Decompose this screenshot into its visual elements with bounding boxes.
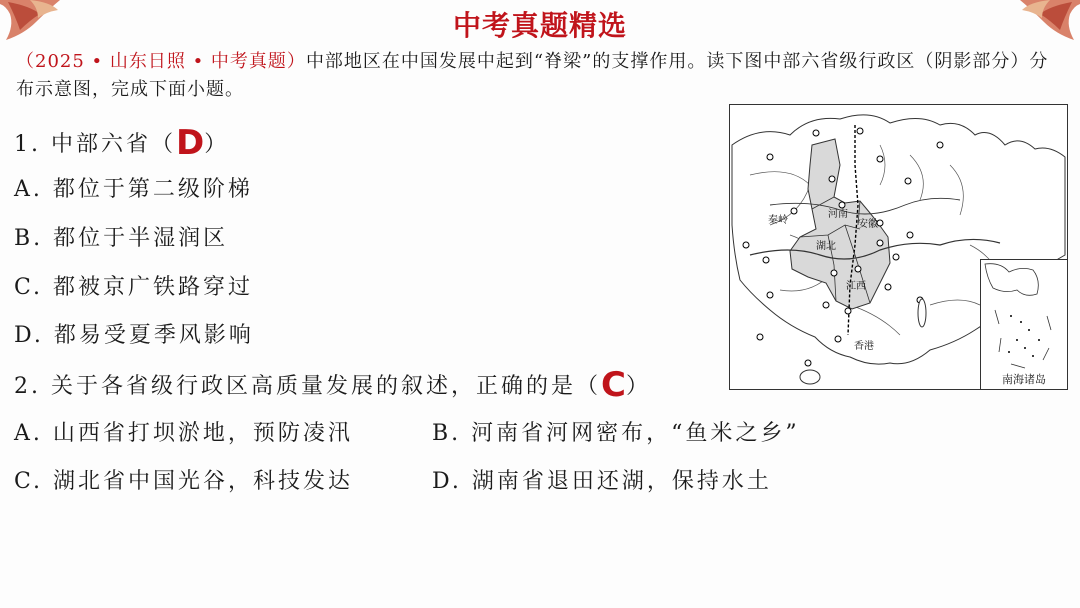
map-label-anhui: 安徽	[858, 219, 878, 230]
map-label-henan: 河南	[828, 209, 848, 220]
question-2-option-c: C. 湖北省中国光谷，科技发达	[14, 469, 354, 494]
question-2-stem-text: 2. 关于各省级行政区高质量发展的叙述，正确的是（	[14, 374, 601, 399]
question-1-option-d: D. 都易受夏季风影响	[14, 323, 254, 348]
question-1-stem-text: 1. 中部六省（	[14, 132, 176, 157]
question-2-close: ）	[625, 374, 651, 399]
map-label-qinling: 秦岭	[768, 215, 788, 226]
question-1-close: ）	[204, 132, 230, 157]
question-2-option-d: D. 湖南省退田还湖，保持水土	[432, 469, 772, 494]
question-2-answer: C	[601, 365, 626, 405]
question-1-option-c: C. 都被京广铁路穿过	[14, 275, 254, 300]
question-2-option-b: B. 河南省河网密布，“鱼米之乡”	[432, 421, 800, 446]
intro-text: 中部地区在中国发展中起到“脊梁”的支撑作用。读下图中部六省级行政区（阴影部分）分布示意图，完成下面小题。	[16, 51, 1049, 100]
page-title: 中考真题精选	[452, 9, 627, 42]
question-2-option-a: A. 山西省打坝淤地，预防凌汛	[14, 421, 353, 446]
question-1-answer: D	[175, 123, 205, 163]
question-source: （2025 • 山东日照 • 中考真题）	[16, 51, 306, 72]
question-1-stem	[14, 120, 230, 163]
question-intro	[16, 48, 1066, 104]
question-1-option-a: A. 都位于第二级阶梯	[14, 177, 253, 202]
question-2-stem	[14, 362, 651, 405]
inset-label: 南海诸岛	[1002, 373, 1046, 386]
south-china-sea-inset	[980, 259, 1067, 389]
central-china-map	[729, 104, 1068, 390]
map-label-jiangxi: 江西	[846, 281, 866, 292]
map-label-hubei: 湖北	[816, 241, 836, 252]
map-label-hongkong: 香港	[854, 341, 874, 352]
question-1-option-b: B. 都位于半湿润区	[14, 226, 229, 251]
